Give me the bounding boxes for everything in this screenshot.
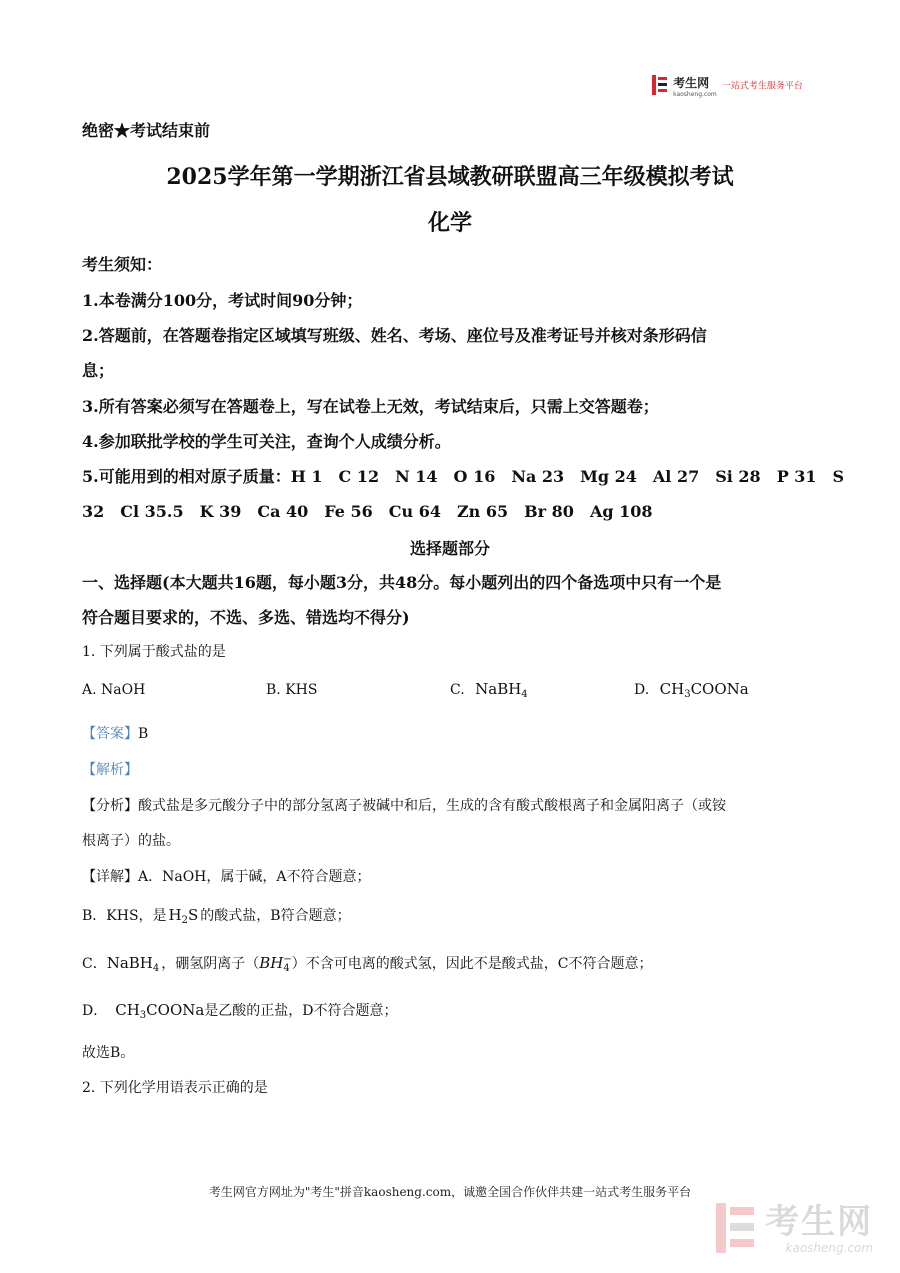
formula-bh4-ion (259, 954, 292, 972)
formula-nabh4 (107, 954, 160, 972)
header-slogan: 一站式考生服务平台 (721, 81, 803, 92)
exam-title: 2025学年第一学期浙江省县域教研联盟高三年级模拟考试 (166, 164, 734, 190)
watermark-logo-icon (716, 1203, 756, 1253)
formula-subscript: 3 (139, 1010, 147, 1021)
detail-b-text: 的酸式盐，B符合题意； (200, 908, 351, 924)
question-1-option-a: A. NaOH (82, 682, 146, 698)
formula-subscript: 4 (283, 963, 290, 974)
detail-d-text: 是乙酸的正盐，D不符合题意； (204, 1003, 398, 1019)
subject-title: 化学 (427, 210, 472, 236)
detail-b (82, 905, 351, 926)
analysis-tag: 【解析】 (82, 762, 138, 778)
notice-item-4: 4.参加联批学校的学生可关注，查询个人成绩分析。 (82, 432, 451, 451)
watermark-domain: kaosheng.com (785, 1241, 874, 1255)
option-c-label: C. (450, 682, 465, 698)
header-logo (652, 72, 803, 98)
kaosheng-logo-icon (652, 75, 668, 95)
formula-text: NaBH (475, 680, 522, 698)
detail-c-text: C． (82, 956, 107, 972)
detail-d (82, 1000, 398, 1021)
fenxi-line-1: 【分析】酸式盐是多元酸分子中的部分氢离子被碱中和后，生成的含有酸式酸根离子和金属阳离子（或铵 (82, 798, 726, 814)
formula-text: H (168, 906, 182, 924)
formula-text: S (188, 906, 199, 924)
footer-note: 考生网官方网址为"考生"拼音kaosheng.com，诚邀全国合作伙伴共建一站式考生服务平台 (208, 1185, 692, 1199)
fenxi-line-2: 根离子）的盐。 (82, 833, 180, 849)
conclusion: 故选B。 (82, 1045, 135, 1061)
detail-c-text: ，硼氢阴离子（ (161, 956, 260, 972)
option-d-label: D. (634, 682, 650, 698)
formula-text: NaBH (106, 954, 153, 972)
question-1-option-d (634, 680, 749, 700)
question-1-option-b: B. KHS (266, 682, 318, 698)
detail-c-text: ）不含可电离的酸式氢，因此不是酸式盐，C不符合题意； (291, 956, 653, 972)
notice-item-3: 3.所有答案必须写在答题卷上，写在试卷上无效，考试结束后，只需上交答题卷； (82, 397, 659, 416)
formula-superscript: − (283, 954, 292, 965)
question-1-option-c (450, 680, 528, 700)
formula-text: COONa (690, 680, 749, 698)
detail-b-text: B．KHS，是 (82, 908, 167, 924)
detail-c (82, 953, 652, 974)
option-c-formula (475, 680, 528, 698)
notice-item-5-cont: 32 Cl 35.5 K 39 Ca 40 Fe 56 Cu 64 Zn 65 Br 80 Ag 108 (82, 502, 653, 521)
formula-subscript: 3 (684, 689, 691, 700)
section-title: 选择题部分 (409, 539, 490, 558)
watermark-text: 考生网 (765, 1202, 874, 1242)
formula-subscript: 2 (181, 915, 189, 926)
formula-text: CH (659, 680, 685, 698)
answer-tag: 【答案】 (82, 726, 138, 742)
logo-text: 考生网 (673, 76, 710, 90)
confidential-label: 绝密★考试结束前 (82, 121, 211, 140)
formula-text: BH (259, 954, 284, 972)
notice-heading: 考生须知： (82, 255, 163, 274)
notice-item-2-cont: 息； (82, 361, 115, 380)
detail-a: 【详解】A．NaOH，属于碱，A不符合题意； (82, 869, 371, 885)
detail-d-text: D． (82, 1003, 108, 1019)
part-one-heading: 一、选择题(本大题共16题，每小题3分，共48分。每小题列出的四个备选项中只有一个是 (82, 573, 722, 592)
question-2-stem: 2. 下列化学用语表示正确的是 (82, 1080, 268, 1096)
logo-domain: kaosheng.com (673, 91, 717, 98)
formula-text: COONa (146, 1001, 205, 1019)
option-d-formula (660, 680, 749, 698)
question-1-stem: 1. 下列属于酸式盐的是 (82, 644, 226, 660)
notice-item-2: 2.答题前，在答题卷指定区域填写班级、姓名、考场、座位号及准考证号并核对条形码信 (82, 326, 707, 345)
watermark (716, 1203, 873, 1255)
formula-subscript: 4 (152, 963, 160, 974)
formula-ch3coona (115, 1001, 204, 1019)
part-one-heading-cont: 符合题目要求的，不选、多选、错选均不得分) (82, 608, 410, 627)
formula-text: CH (115, 1001, 140, 1019)
formula-h2s (169, 906, 199, 924)
notice-item-5: 5.可能用到的相对原子质量：H 1 C 12 N 14 O 16 Na 23 Mg 24 Al 27 Si 28 P 31 S (82, 467, 845, 486)
formula-subscript: 4 (521, 689, 528, 700)
notice-item-1: 1.本卷满分100分，考试时间90分钟； (82, 291, 363, 310)
answer-line (82, 723, 148, 743)
answer-value: B (138, 726, 149, 742)
